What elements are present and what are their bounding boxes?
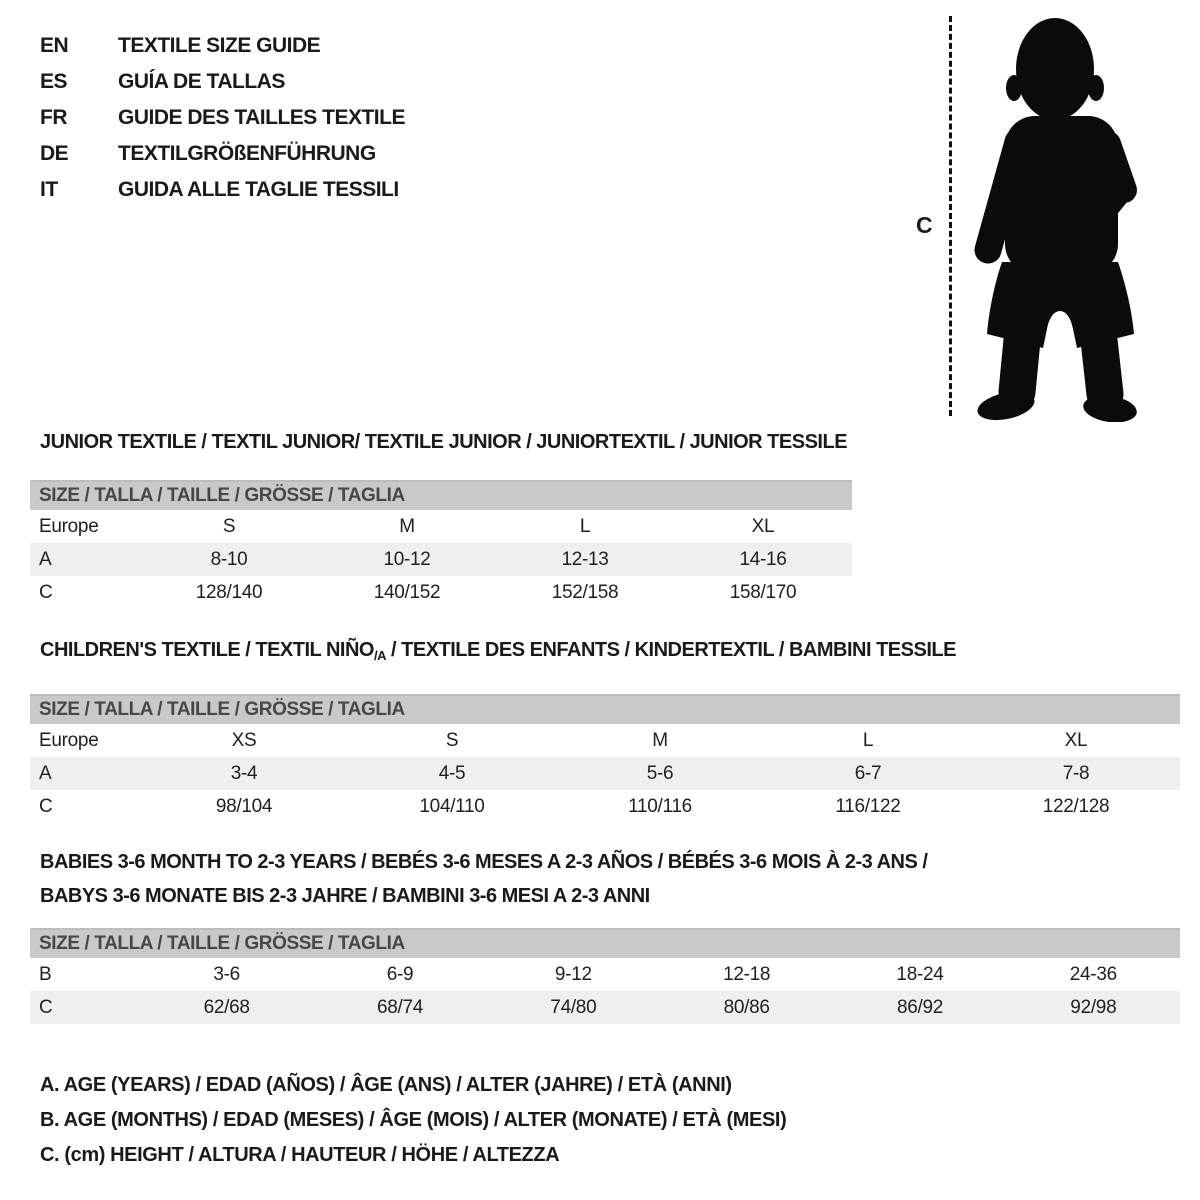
size-cell: XS bbox=[231, 729, 257, 751]
title-text: JUNIOR TEXTILE / TEXTIL JUNIOR/ TEXTILE JUNIOR / JUNIORTEXTIL / JUNIOR TESSILE bbox=[40, 431, 848, 453]
row-label: Europe bbox=[39, 515, 99, 537]
junior-section-title bbox=[40, 430, 852, 454]
title-line-1: BABIES 3-6 MONTH TO 2-3 YEARS / BEBÉS 3-6 MESES A 2-3 AÑOS / BÉBÉS 3-6 MOIS À 2-3 ANS / bbox=[40, 851, 928, 873]
table-row-age bbox=[30, 543, 852, 576]
row-label: Europe bbox=[39, 729, 99, 751]
age-cell: 12-13 bbox=[561, 548, 609, 570]
months-cell: 3-6 bbox=[213, 963, 240, 985]
months-cell: 6-9 bbox=[386, 963, 414, 985]
lang-row-it bbox=[40, 172, 405, 208]
height-measure-label: C bbox=[916, 212, 933, 238]
lang-code: IT bbox=[40, 178, 58, 201]
height-cell: 86/92 bbox=[896, 996, 943, 1018]
row-label: A bbox=[39, 548, 52, 570]
lang-code: ES bbox=[40, 70, 68, 93]
height-cell: 80/86 bbox=[723, 996, 770, 1018]
size-cell: L bbox=[862, 729, 874, 751]
size-cell: XL bbox=[1064, 729, 1088, 751]
table-row-height bbox=[30, 991, 1180, 1024]
lang-title: GUIDE DES TAILLES TEXTILE bbox=[118, 106, 405, 129]
lang-row-de bbox=[40, 136, 405, 172]
lang-title: GUIDA ALLE TAGLIE TESSILI bbox=[118, 178, 399, 201]
section-junior-textile bbox=[30, 430, 852, 609]
babies-size-header-bar: SIZE / TALLA / TAILLE / GRÖSSE / TAGLIA bbox=[30, 928, 1180, 958]
lang-code: EN bbox=[40, 34, 69, 57]
size-cell: S bbox=[445, 729, 459, 751]
measurement-legend bbox=[40, 1068, 786, 1173]
row-label: C bbox=[39, 581, 53, 603]
age-cell: 14-16 bbox=[739, 548, 787, 570]
table-row-height bbox=[30, 790, 1180, 823]
height-dashed-line bbox=[949, 16, 952, 416]
size-cell: L bbox=[579, 515, 591, 537]
height-cell: 74/80 bbox=[550, 996, 597, 1018]
age-cell: 6-7 bbox=[854, 762, 882, 784]
lang-title: GUÍA DE TALLAS bbox=[118, 70, 285, 93]
junior-size-table bbox=[30, 510, 852, 609]
size-cell: XL bbox=[751, 515, 775, 537]
section-childrens-textile bbox=[30, 638, 1180, 823]
age-cell: 5-6 bbox=[646, 762, 674, 784]
lang-row-es bbox=[40, 64, 405, 100]
title-line-2: BABYS 3-6 MONATE BIS 2-3 JAHRE / BAMBINI 3-6 MESI A 2-3 ANNI bbox=[40, 885, 650, 907]
months-cell: 18-24 bbox=[896, 963, 944, 985]
lang-title: TEXTILE SIZE GUIDE bbox=[118, 34, 321, 57]
age-cell: 10-12 bbox=[383, 548, 431, 570]
lang-row-en bbox=[40, 28, 405, 64]
size-cell: M bbox=[399, 515, 415, 537]
junior-size-header-bar: SIZE / TALLA / TAILLE / GRÖSSE / TAGLIA bbox=[30, 480, 852, 510]
legend-line-a: A. AGE (YEARS) / EDAD (AÑOS) / ÂGE (ANS) / ALTER (JAHRE) / ETÀ (ANNI) bbox=[40, 1074, 732, 1096]
age-cell: 3-4 bbox=[230, 762, 258, 784]
months-cell: 9-12 bbox=[554, 963, 592, 985]
lang-code: DE bbox=[40, 142, 69, 165]
childrens-size-header-bar: SIZE / TALLA / TAILLE / GRÖSSE / TAGLIA bbox=[30, 694, 1180, 724]
table-row-height bbox=[30, 576, 852, 609]
row-label: B bbox=[39, 963, 52, 985]
title-subscript: /A bbox=[373, 648, 386, 663]
title-text: / TEXTILE DES ENFANTS / KINDERTEXTIL / BAMBINI TESSILE bbox=[385, 639, 956, 661]
height-cell: 104/110 bbox=[419, 795, 485, 817]
age-cell: 7-8 bbox=[1062, 762, 1090, 784]
childrens-section-title bbox=[40, 638, 1180, 668]
legend-line-b: B. AGE (MONTHS) / EDAD (MESES) / ÂGE (MOIS) / ALTER (MONATE) / ETÀ (MESI) bbox=[40, 1109, 787, 1131]
height-cell: 152/158 bbox=[551, 581, 619, 603]
lang-title: TEXTILGRÖßENFÜHRUNG bbox=[118, 142, 376, 165]
row-label: C bbox=[39, 795, 53, 817]
height-cell: 98/104 bbox=[215, 795, 273, 817]
height-cell: 122/128 bbox=[1042, 795, 1110, 817]
babies-section-title bbox=[40, 845, 1180, 913]
table-row-age-months bbox=[30, 958, 1180, 991]
months-cell: 24-36 bbox=[1069, 963, 1117, 985]
lang-code: FR bbox=[40, 106, 67, 129]
age-cell: 8-10 bbox=[210, 548, 248, 570]
size-cell: S bbox=[222, 515, 236, 537]
babies-size-table bbox=[30, 958, 1180, 1024]
height-cell: 110/116 bbox=[628, 795, 692, 817]
language-title-list bbox=[40, 28, 405, 208]
height-cell: 128/140 bbox=[195, 581, 263, 603]
months-cell: 12-18 bbox=[723, 963, 771, 985]
table-row-age bbox=[30, 757, 1180, 790]
height-cell: 68/74 bbox=[376, 996, 424, 1018]
title-text: CHILDREN'S TEXTILE / TEXTIL NIÑO bbox=[40, 639, 374, 661]
row-label: C bbox=[39, 996, 53, 1018]
row-label: A bbox=[39, 762, 52, 784]
section-babies-textile bbox=[30, 845, 1180, 1024]
size-cell: M bbox=[652, 729, 668, 751]
height-cell: 116/122 bbox=[835, 795, 901, 817]
legend-line-c: C. (cm) HEIGHT / ALTURA / HAUTEUR / HÖHE / ALTEZZA bbox=[40, 1144, 560, 1166]
height-cell: 62/68 bbox=[203, 996, 250, 1018]
height-cell: 92/98 bbox=[1070, 996, 1117, 1018]
table-row-europe bbox=[30, 510, 852, 543]
toddler-silhouette bbox=[960, 12, 1145, 422]
height-cell: 140/152 bbox=[373, 581, 441, 603]
height-measure-figure bbox=[900, 0, 1200, 430]
childrens-size-table bbox=[30, 724, 1180, 823]
table-row-europe bbox=[30, 724, 1180, 757]
lang-row-fr bbox=[40, 100, 405, 136]
height-cell: 158/170 bbox=[729, 581, 797, 603]
age-cell: 4-5 bbox=[438, 762, 466, 784]
